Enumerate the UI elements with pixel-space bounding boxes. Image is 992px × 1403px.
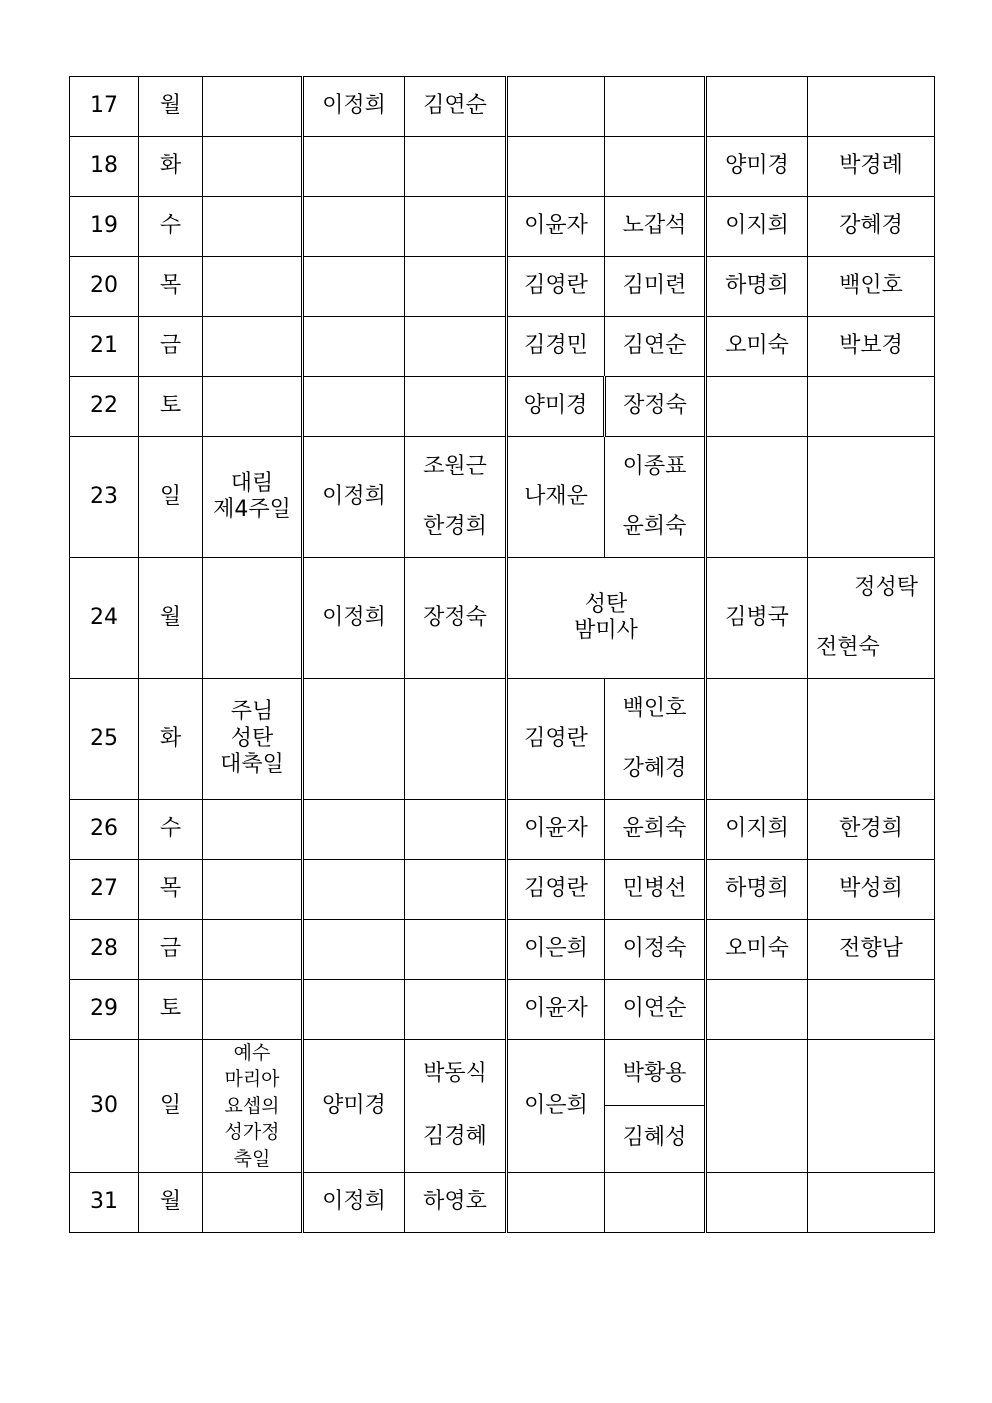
note-cell bbox=[203, 377, 303, 437]
helper-cell bbox=[808, 980, 935, 1040]
date-cell: 26 bbox=[70, 800, 139, 860]
table-row bbox=[70, 257, 935, 317]
note-cell bbox=[203, 1172, 303, 1232]
server-cell: 이은희 bbox=[507, 1040, 605, 1173]
note-cell bbox=[203, 860, 303, 920]
note-text: 대림 제4주일 bbox=[213, 470, 291, 522]
date-cell: 29 bbox=[70, 980, 139, 1040]
server-cell bbox=[605, 137, 706, 197]
date-cell: 25 bbox=[70, 679, 139, 800]
note-cell bbox=[203, 437, 303, 558]
reader-cell: 장정숙 bbox=[405, 558, 507, 679]
server-cell: 장정숙 bbox=[605, 377, 706, 437]
reader-name: 조원근 bbox=[423, 453, 487, 479]
table-row bbox=[70, 1172, 935, 1232]
reader-cell bbox=[303, 197, 405, 257]
weekday-cell: 월 bbox=[139, 1172, 203, 1232]
server-cell bbox=[605, 437, 706, 558]
table-row bbox=[70, 860, 935, 920]
reader-cell bbox=[405, 920, 507, 980]
helper-name: 정성탁 bbox=[854, 574, 918, 600]
weekday-cell: 화 bbox=[139, 137, 203, 197]
helper-cell: 김병국 bbox=[706, 558, 808, 679]
date-cell: 21 bbox=[70, 317, 139, 377]
server-cell: 양미경 bbox=[507, 377, 605, 437]
table-row bbox=[70, 920, 935, 980]
reader-cell bbox=[303, 377, 405, 437]
reader-name: 한경희 bbox=[423, 513, 487, 539]
server-cell bbox=[605, 77, 706, 137]
server-cell: 김영란 bbox=[507, 679, 605, 800]
reader-name: 김경혜 bbox=[423, 1124, 487, 1150]
reader-cell bbox=[405, 679, 507, 800]
weekday-cell: 토 bbox=[139, 980, 203, 1040]
note-cell bbox=[203, 1040, 303, 1173]
reader-cell bbox=[405, 317, 507, 377]
server-cell: 김영란 bbox=[507, 860, 605, 920]
helper-cell: 하명희 bbox=[706, 257, 808, 317]
reader-cell bbox=[303, 257, 405, 317]
note-cell bbox=[203, 558, 303, 679]
server-name: 윤희숙 bbox=[622, 513, 687, 539]
helper-cell: 이지희 bbox=[706, 197, 808, 257]
weekday-cell: 목 bbox=[139, 257, 203, 317]
server-cell bbox=[605, 1172, 706, 1232]
helper-cell bbox=[706, 377, 808, 437]
note-cell bbox=[203, 197, 303, 257]
helper-cell: 양미경 bbox=[706, 137, 808, 197]
server-cell: 김경민 bbox=[507, 317, 605, 377]
helper-cell: 오미숙 bbox=[706, 920, 808, 980]
note-cell bbox=[203, 257, 303, 317]
date-cell: 19 bbox=[70, 197, 139, 257]
reader-cell: 이정희 bbox=[303, 558, 405, 679]
date-cell: 31 bbox=[70, 1172, 139, 1232]
server-name: 이종표 bbox=[622, 453, 687, 479]
helper-cell bbox=[808, 1040, 935, 1173]
server-name: 박황용 bbox=[605, 1043, 704, 1107]
weekday-cell: 화 bbox=[139, 679, 203, 800]
note-cell bbox=[203, 137, 303, 197]
reader-cell: 김연순 bbox=[405, 77, 507, 137]
reader-cell bbox=[405, 860, 507, 920]
note-cell bbox=[203, 920, 303, 980]
reader-cell bbox=[405, 980, 507, 1040]
note-cell bbox=[203, 980, 303, 1040]
weekday-cell: 수 bbox=[139, 800, 203, 860]
helper-name: 전현숙 bbox=[816, 634, 880, 660]
server-name: 백인호 bbox=[622, 695, 687, 721]
table-row bbox=[70, 679, 935, 800]
reader-name: 박동식 bbox=[423, 1061, 487, 1087]
server-name: 강혜경 bbox=[622, 755, 687, 781]
reader-cell bbox=[405, 1040, 507, 1173]
server-cell bbox=[507, 1172, 605, 1232]
reader-cell bbox=[303, 920, 405, 980]
helper-cell bbox=[808, 377, 935, 437]
helper-cell: 박보경 bbox=[808, 317, 935, 377]
date-cell: 24 bbox=[70, 558, 139, 679]
table-row bbox=[70, 77, 935, 137]
helper-cell bbox=[808, 558, 935, 679]
server-cell: 나재운 bbox=[507, 437, 605, 558]
server-cell: 노갑석 bbox=[605, 197, 706, 257]
reader-cell bbox=[405, 800, 507, 860]
server-cell bbox=[507, 137, 605, 197]
reader-cell bbox=[303, 980, 405, 1040]
server-cell: 윤희숙 bbox=[605, 800, 706, 860]
reader-cell: 하영호 bbox=[405, 1172, 507, 1232]
table-row bbox=[70, 137, 935, 197]
helper-cell bbox=[706, 1172, 808, 1232]
date-cell: 22 bbox=[70, 377, 139, 437]
helper-cell bbox=[706, 679, 808, 800]
server-cell bbox=[507, 77, 605, 137]
helper-cell: 한경희 bbox=[808, 800, 935, 860]
helper-cell: 하명희 bbox=[706, 860, 808, 920]
helper-cell bbox=[706, 437, 808, 558]
date-cell: 28 bbox=[70, 920, 139, 980]
helper-cell bbox=[808, 77, 935, 137]
note-text: 예수 마리아 요셉의 성가정 축일 bbox=[224, 1042, 280, 1170]
helper-cell bbox=[808, 437, 935, 558]
table-row bbox=[70, 197, 935, 257]
helper-cell: 전향남 bbox=[808, 920, 935, 980]
table-row bbox=[70, 1040, 935, 1173]
date-cell: 18 bbox=[70, 137, 139, 197]
helper-cell: 박경례 bbox=[808, 137, 935, 197]
note-cell bbox=[203, 800, 303, 860]
reader-cell: 양미경 bbox=[303, 1040, 405, 1173]
table-row bbox=[70, 800, 935, 860]
reader-cell bbox=[405, 377, 507, 437]
reader-cell bbox=[303, 860, 405, 920]
helper-cell bbox=[706, 980, 808, 1040]
server-cell bbox=[605, 1040, 706, 1173]
helper-cell bbox=[808, 679, 935, 800]
reader-cell bbox=[405, 437, 507, 558]
reader-cell: 이정희 bbox=[303, 437, 405, 558]
reader-cell bbox=[405, 257, 507, 317]
mass-cell bbox=[507, 558, 706, 679]
server-cell: 김연순 bbox=[605, 317, 706, 377]
reader-cell: 이정희 bbox=[303, 77, 405, 137]
server-cell: 김영란 bbox=[507, 257, 605, 317]
reader-cell bbox=[405, 197, 507, 257]
note-cell bbox=[203, 679, 303, 800]
note-cell bbox=[203, 77, 303, 137]
reader-cell bbox=[405, 137, 507, 197]
reader-cell: 이정희 bbox=[303, 1172, 405, 1232]
mass-text: 성탄 밤미사 bbox=[574, 591, 638, 643]
weekday-cell: 일 bbox=[139, 1040, 203, 1173]
date-cell: 17 bbox=[70, 77, 139, 137]
reader-cell bbox=[303, 317, 405, 377]
weekday-cell: 금 bbox=[139, 920, 203, 980]
weekday-cell: 일 bbox=[139, 437, 203, 558]
date-cell: 27 bbox=[70, 860, 139, 920]
reader-cell bbox=[303, 800, 405, 860]
server-cell: 민병선 bbox=[605, 860, 706, 920]
table-row bbox=[70, 437, 935, 558]
weekday-cell: 월 bbox=[139, 77, 203, 137]
date-cell: 30 bbox=[70, 1040, 139, 1173]
table-row bbox=[70, 980, 935, 1040]
table-row bbox=[70, 558, 935, 679]
weekday-cell: 금 bbox=[139, 317, 203, 377]
weekday-cell: 수 bbox=[139, 197, 203, 257]
reader-cell bbox=[303, 137, 405, 197]
helper-cell: 오미숙 bbox=[706, 317, 808, 377]
server-cell: 이은희 bbox=[507, 920, 605, 980]
server-cell: 이윤자 bbox=[507, 980, 605, 1040]
server-cell bbox=[605, 679, 706, 800]
server-cell: 김미련 bbox=[605, 257, 706, 317]
server-name: 김혜성 bbox=[622, 1124, 687, 1150]
helper-cell: 백인호 bbox=[808, 257, 935, 317]
table-row bbox=[70, 377, 935, 437]
server-cell: 이연순 bbox=[605, 980, 706, 1040]
weekday-cell: 목 bbox=[139, 860, 203, 920]
helper-cell bbox=[808, 1172, 935, 1232]
helper-cell bbox=[706, 1040, 808, 1173]
note-cell bbox=[203, 317, 303, 377]
weekday-cell: 월 bbox=[139, 558, 203, 679]
helper-cell: 박성희 bbox=[808, 860, 935, 920]
helper-cell bbox=[706, 77, 808, 137]
note-text: 주님 성탄 대축일 bbox=[220, 699, 284, 778]
server-cell: 이윤자 bbox=[507, 197, 605, 257]
schedule-table bbox=[69, 76, 935, 1233]
weekday-cell: 토 bbox=[139, 377, 203, 437]
server-cell: 이윤자 bbox=[507, 800, 605, 860]
helper-cell: 강혜경 bbox=[808, 197, 935, 257]
date-cell: 20 bbox=[70, 257, 139, 317]
helper-cell: 이지희 bbox=[706, 800, 808, 860]
reader-cell bbox=[303, 679, 405, 800]
table-row bbox=[70, 317, 935, 377]
date-cell: 23 bbox=[70, 437, 139, 558]
server-cell: 이정숙 bbox=[605, 920, 706, 980]
